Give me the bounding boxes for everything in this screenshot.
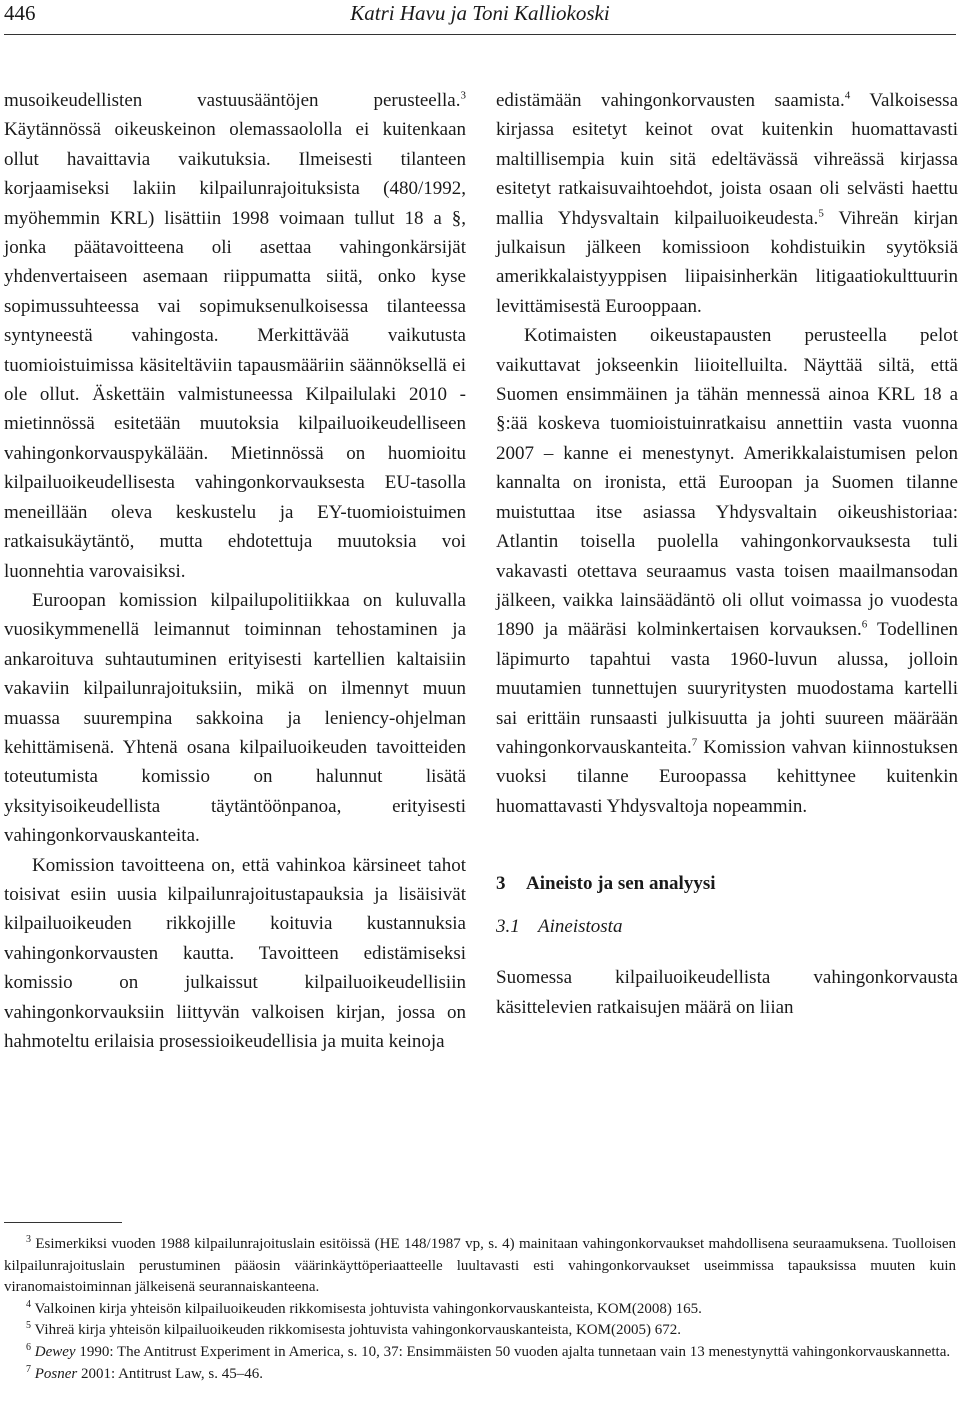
section-number: 3 <box>496 873 506 895</box>
paragraph: Suomessa kilpailuoikeudellista vahingonkorvausta käsittelevien ratkaisujen määrä on liian <box>496 967 958 1018</box>
paragraph: edistämään vahingonkorvausten saamista.$^4$ Valkoisessa kirjassa esitetyt keinot ovat kuitenkin huomattavasti maltillisempia kuin sitä edeltävässä vihreässä kirjassa esitetyt ratkaisuvaihtoehdot, joista osaan oli selvästi haettu mallia Yhdysvaltain kilpailuoikeudesta.$^5$ Vihreän kirjan julkaisun jälkeen komissioon kohdistuikin syytöksiä amerikkalaistyyppisen liipaisinherkän litigaatiokulttuurin levittämisestä Eurooppaan. <box>496 89 959 317</box>
footnote: $^3$ Esimerkiksi vuoden 1988 kilpailunrajoituslain esitöissä (HE 148/1987 vp, s. 4) mainitaan vahingonkorvaukset mahdollisena seuraamuksena. Tuolloisen kilpailunrajoituslain perustuminen pääosin väärinkäyttöperiaatteelle luultavasti esti vahingonkorvaukset useimmissa tapauksissa muuten kuin viranomaistoiminnan jälkeisenä seurannaiskanteena. <box>4 1234 957 1296</box>
footnote: $^6$ Dewey 1990: The Antitrust Experiment in America, s. 10, 37: Ensimmäisten 50 vuoden ajalta tunnetaan vain 13 menestynyttä vahingonkorvauskannetta. <box>26 1341 951 1360</box>
page-header <box>0 0 960 34</box>
section-title: Aineisto ja sen analyysi <box>526 873 716 895</box>
footnote-rule <box>4 1222 122 1223</box>
footnote-ref[interactable]: 4 <box>844 89 851 102</box>
paragraph: Euroopan komission kilpailupolitiikkaa on kuluvalla vuosikymmenellä leimannut toiminnan tehostaminen ja ankaroituva suhtautuminen erityisesti kartellien kaltaisiin vakaviin kilpailunrajoituksiin, mikä on ilmennyt muun muassa suurempina sakkoina ja leniency-ohjelman kehittämisenä. Yhtenä osana kilpailuoikeuden tavoitteiden toteutumista komissio on halunnut lisätä yksityisoikeudellista täytäntöönpanoa, erityisesti vahingonkorvauskanteita. <box>4 589 466 847</box>
header-rule <box>4 34 956 35</box>
footnote: $^4$ Valkoinen kirja yhteisön kilpailuoikeuden rikkomisesta johtuvista vahingonkorvauskanteista, KOM(2008) 165. <box>26 1298 702 1317</box>
paragraph: Kotimaisten oikeustapausten perusteella pelot vaikuttavat jokseenkin liioitelluilta. Näyttää siltä, että Suomen ensimmäinen ja tähän mennessä ainoa KRL 18 a §:ää koskeva tuomioistuinratkaisu annettiin vasta vuonna 2007 – kanne ei menestynyt. Amerikkalaistumisen pelon kannalta on ironista, että Euroopan ja Suomen tilanne muistuttaa itse asiassa Yhdysvaltain oikeushistoriaa: Atlantin toisella puolella vahingonkorvauksesta tuli vakavasti otettava seuraamus vasta toisen maailmansodan jälkeen, vaikka lainsäädäntö oli ollut voimassa jo vuodesta 1890 ja määräsi kolminkertaisen korvauksen.$^6$ Todellinen läpimurto tapahtui vasta 1960-luvun alussa, jolloin muutamien tunnettujen suuryritysten muodostama kartelli sai erittäin runsaasti julkisuutta ja johti suureen määrään vahingonkorvauskanteita.$^7$ Komission vahvan kiinnostuksen vuoksi tilanne Euroopassa kehittynee kuitenkin huomattavasti Yhdysvaltoja nopeammin. <box>496 325 958 817</box>
subsection-heading <box>496 912 958 941</box>
footnote-ref[interactable]: 5 <box>818 207 824 220</box>
paragraph: musoikeudellisten vastuusääntöjen perusteella.$^3$ Käytännössä oikeuskeinon olemassaololla ei kuitenkaan ollut havaittavia vaikutuksia. Ilmeisesti tilanteen korjaamiseksi lakiin kilpailunrajoituksista (480/1992, myöhemmin KRL) lisättiin 1998 voimaan tullut 18 a §, jonka päätavoitteena oli asettaa vahingonkärsijät yhdenvertaiseen asemaan riippumatta siitä, onko kyse sopimussuhteessa vai sopimuksenulkoisessa tilanteessa syntyneestä vahingosta. Merkittävää vaikutusta tuomioistuimissa käsiteltäviin tapausmääriin säännöksellä ei ole ollut. Äskettäin valmistuneessa Kilpailulaki 2010 -mietinnössä esitetään muutoksia kilpailuoikeudelliseen vahingonkorvauspykälään. Mietinnössä on huomioitu kilpailuoikeudellisesta vahingonkorvauksesta EU-tasolla meneillään oleva keskustelu ja EY-tuomioistuimen ratkaisukäytäntö, mutta ehdotettuja muutoksia voi luonnehtia varovaisiksi. <box>4 89 466 582</box>
footnote: $^7$ Posner 2001: Antitrust Law, s. 45–46. <box>26 1363 263 1382</box>
page-number: 446 <box>4 1 36 25</box>
running-title: Katri Havu ja Toni Kalliokoski <box>350 1 610 25</box>
subsection-title: Aineistosta <box>538 916 623 938</box>
subsection-number: 3.1 <box>496 916 520 938</box>
section-heading <box>496 869 958 898</box>
left-column <box>4 86 466 1056</box>
paragraph: Komission tavoitteena on, että vahinkoa kärsineet tahot toisivat esiin uusia kilpailunrajoitustapauksia ja lisäisivät kilpailuoikeuden rikkojille koituvia kustannuksia vahingonkorvausten kautta. Tavoitteen edistämiseksi komissio on julkaissut kilpailuoikeudellisiin vahingonkorvauksiin liittyvän valkoisen kirjan, jossa on hahmoteltu erilaisia prosessioikeudellisia ja muita keinoja <box>4 854 466 1052</box>
right-column <box>496 86 958 1022</box>
footnotes <box>4 1234 956 1385</box>
footnote: $^5$ Vihreä kirja yhteisön kilpailuoikeuden rikkomisesta johtuvista vahingonkorvauskanteista, KOM(2005) 672. <box>26 1320 681 1339</box>
footnote-ref[interactable]: 6 <box>861 618 868 631</box>
footnote-ref[interactable]: 7 <box>691 736 698 749</box>
footnote-ref[interactable]: 3 <box>460 89 466 102</box>
